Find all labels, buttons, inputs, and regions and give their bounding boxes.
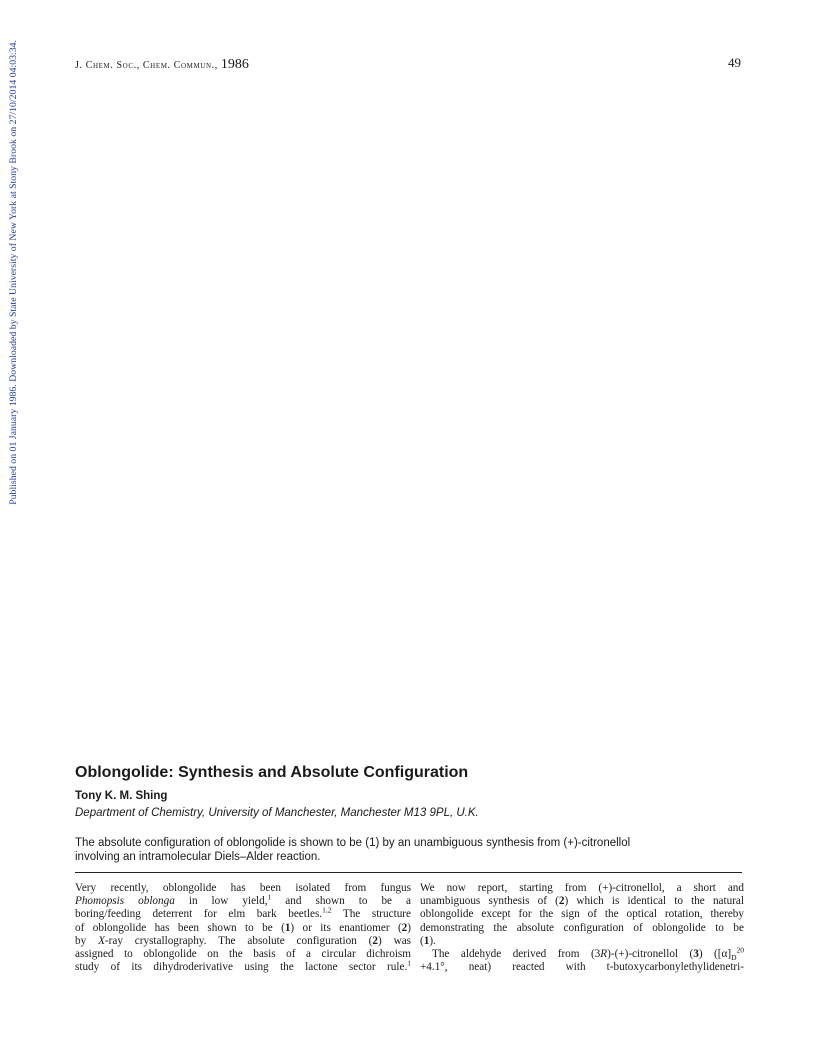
compound-number: 1 <box>423 934 430 947</box>
text-line: We now report, starting from (+)-citronellol, a short and <box>420 882 744 894</box>
reference-marker: 1 <box>267 892 272 902</box>
text-line: study of its dihydroderivative using the lactone sector rule.$^1$ <box>75 958 411 974</box>
text-line: (1). <box>420 934 436 947</box>
journal-year: 1986 <box>220 57 249 72</box>
text-line: oblongolide except for the sign of the optical rotation, thereby <box>420 908 744 921</box>
compound-number: 2 <box>401 921 408 934</box>
text-line: The aldehyde derived from (3R)-(+)-citronellol (3) ($[\alpha]_D^{20}$ <box>432 945 745 963</box>
compound-number: 2 <box>558 895 565 908</box>
text-line: demonstrating the absolute configuration of oblongolide to be <box>420 921 744 934</box>
abstract <box>75 836 755 864</box>
article-title: Oblongolide: Synthesis and Absolute Configuration <box>75 764 469 781</box>
text-line: of oblongolide has been shown to be (1) or its enantiomer (2) <box>75 921 411 934</box>
text-line: boring/feeding deterrent for elm bark beetles.$^{1,2}$ The structure <box>75 905 411 921</box>
compound-number: 1 <box>284 921 291 934</box>
article-author: Tony K. M. Shing <box>75 790 168 802</box>
text-line: +4.1°, neat) reacted with t-butoxycarbonylethylidenetri- <box>420 961 744 974</box>
body-column-right <box>420 882 744 974</box>
compound-number: 2 <box>372 934 379 947</box>
text-line: by X-ray crystallography. The absolute configuration (2) was <box>75 934 412 947</box>
abstract-line: involving an intramolecular Diels–Alder reaction. <box>75 851 321 863</box>
text-line: Very recently, oblongolide has been isolated from fungus <box>75 882 411 894</box>
download-watermark <box>3 40 23 670</box>
running-head <box>75 57 249 73</box>
abstract-line: The absolute configuration of oblongolide is shown to be (1) by an unambiguous synthesis from (+)-citronellol <box>75 837 631 849</box>
text-line: Phomopsis oblonga in low yield,$^1$ and shown to be a <box>75 892 411 908</box>
text-line: unambiguous synthesis of (2) which is identical to the natural <box>420 895 745 908</box>
page-number: 49 <box>728 55 741 70</box>
body-column-left <box>75 882 411 974</box>
compound-number: 3 <box>693 948 699 961</box>
species-name: Phomopsis oblonga <box>75 895 175 908</box>
author-affiliation: Department of Chemistry, University of Manchester, Manchester M13 9PL, U.K. <box>75 807 479 819</box>
reference-marker: 1,2 <box>322 905 332 915</box>
text-line: assigned to oblongolide on the basis of a circular dichroism <box>75 948 411 961</box>
download-watermark-text: Published on 01 January 1986. Downloaded by State University of New York at Stony Brook on 27/10/2014 04:03:34. <box>7 40 19 505</box>
reference-marker: 1 <box>407 958 411 968</box>
journal-name: J. Chem. Soc., Chem. Commun., <box>75 60 218 71</box>
section-divider <box>75 872 742 873</box>
